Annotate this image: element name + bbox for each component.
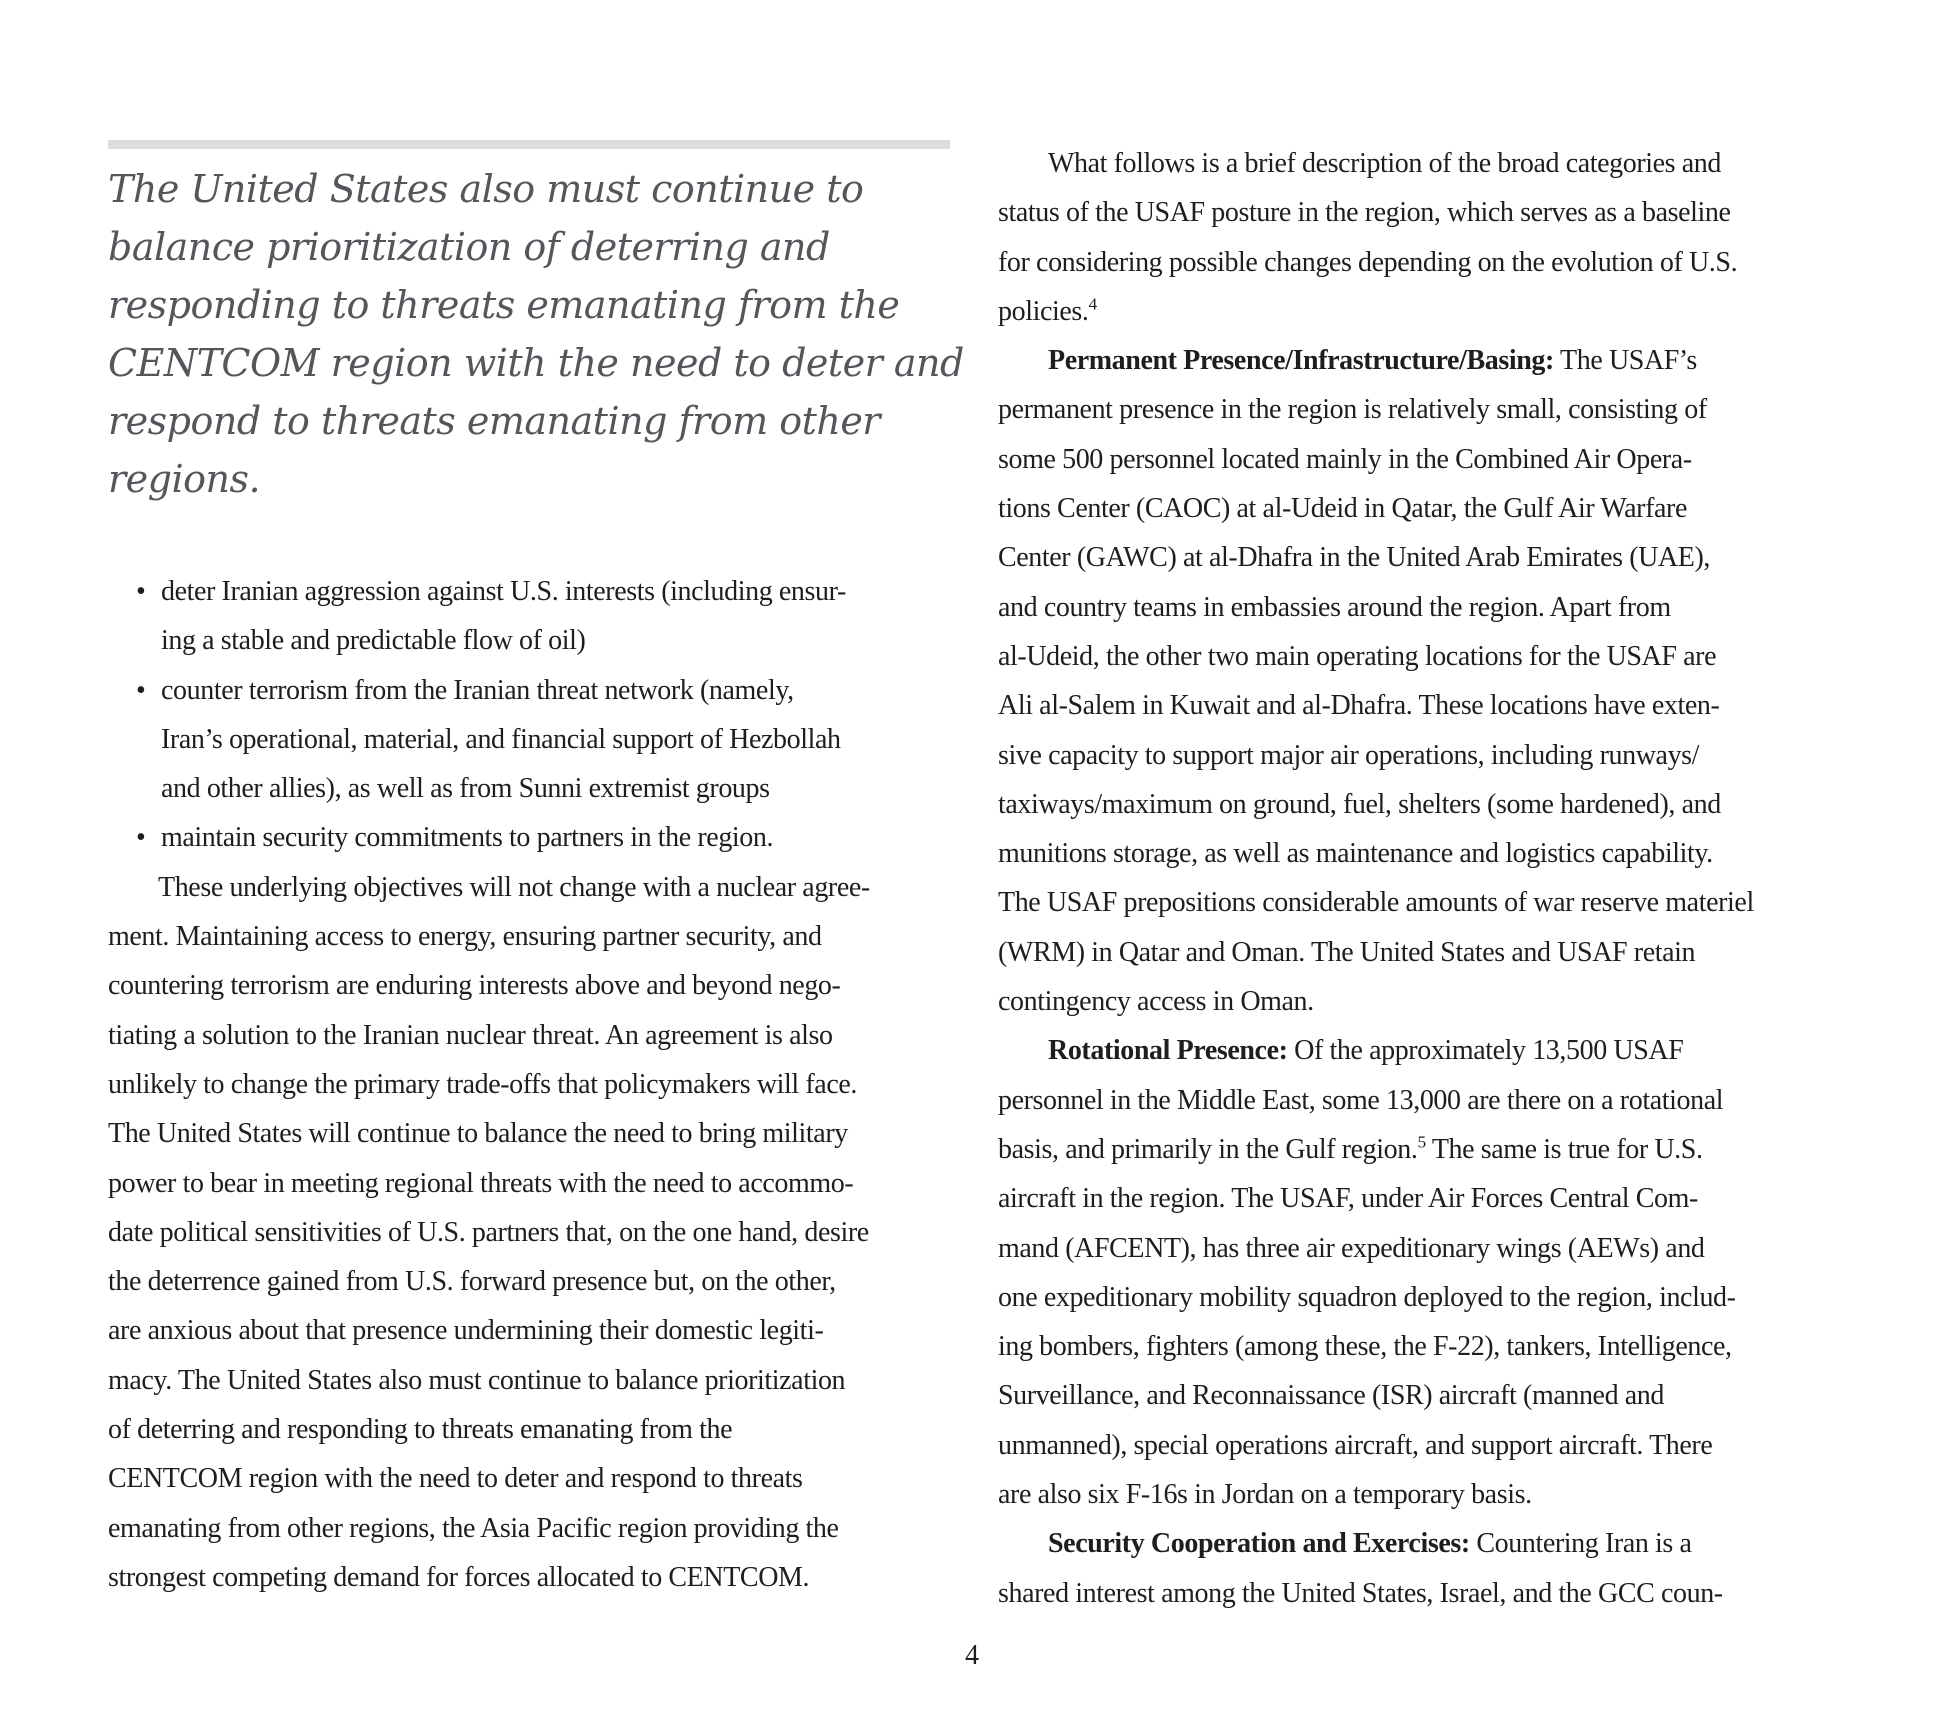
text-line: Permanent Presence/Infrastructure/Basing: The USAF’s xyxy=(1048,345,1697,377)
bullet-text xyxy=(161,567,950,666)
bullet-text xyxy=(161,666,950,814)
bullet-item xyxy=(108,666,950,814)
text-line: ing bombers, fighters (among these, the F-22), tankers, Intelligence, xyxy=(998,1331,1732,1363)
text-line: ment. Maintaining access to energy, ensuring partner security, and xyxy=(108,921,822,953)
body-paragraph xyxy=(108,863,950,1602)
text-line: deter Iranian aggression against U.S. interests (including ensur- xyxy=(161,576,846,607)
text-line: power to bear in meeting regional threats with the need to accommo- xyxy=(108,1167,854,1199)
body-paragraph-rotational-presence xyxy=(998,1026,1850,1519)
bullet-list xyxy=(108,567,950,863)
text-line: countering terrorism are enduring interests above and beyond nego- xyxy=(108,970,841,1002)
text-line: maintain security commitments to partners in the region. xyxy=(161,822,774,854)
text-line: macy. The United States also must continue to balance prioritization xyxy=(108,1364,846,1396)
text-line: are anxious about that presence undermining their domestic legiti- xyxy=(108,1315,824,1347)
text-line: respond to threats emanating from other xyxy=(108,399,880,443)
text-line: Security Cooperation and Exercises: Countering Iran is a xyxy=(1048,1528,1692,1560)
pull-quote-rule xyxy=(108,140,950,149)
text-line: shared interest among the United States, Israel, and the GCC coun- xyxy=(998,1577,1723,1609)
left-column xyxy=(108,140,964,1602)
bullet-dot-icon: • xyxy=(136,674,146,706)
body-paragraph xyxy=(998,139,1850,336)
text-line: the deterrence gained from U.S. forward presence but, on the other, xyxy=(108,1266,836,1298)
text-line: CENTCOM region with the need to deter and xyxy=(108,341,964,385)
text-line: unlikely to change the primary trade-offs that policymakers will face. xyxy=(108,1068,857,1100)
bullet-text xyxy=(161,813,950,862)
text-line: strongest competing demand for forces allocated to CENTCOM. xyxy=(108,1561,810,1593)
text-line: (WRM) in Qatar and Oman. The United States and USAF retain xyxy=(998,936,1696,968)
pull-quote xyxy=(108,160,964,508)
page-number: 4 xyxy=(965,1640,979,1671)
text-line: Ali al-Salem in Kuwait and al-Dhafra. These locations have exten- xyxy=(998,690,1720,722)
text-line: ing a stable and predictable flow of oil) xyxy=(161,625,586,657)
text-line: are also six F-16s in Jordan on a temporary basis. xyxy=(998,1479,1532,1511)
text-line: aircraft in the region. The USAF, under Air Forces Central Com- xyxy=(998,1183,1698,1215)
text-line: tions Center (CAOC) at al-Udeid in Qatar, the Gulf Air Warfare xyxy=(998,493,1687,525)
bullet-item xyxy=(108,813,950,862)
text-line: date political sensitivities of U.S. partners that, on the one hand, desire xyxy=(108,1216,869,1248)
bullet-item xyxy=(108,567,950,666)
text-line: Surveillance, and Reconnaissance (ISR) aircraft (manned and xyxy=(998,1380,1665,1412)
text-line: Center (GAWC) at al-Dhafra in the United Arab Emirates (UAE), xyxy=(998,542,1710,574)
text-line: The United States will continue to balance the need to bring military xyxy=(108,1118,848,1150)
text-line: munitions storage, as well as maintenance and logistics capability. xyxy=(998,838,1713,870)
text-line: some 500 personnel located mainly in the Combined Air Opera- xyxy=(998,443,1692,475)
text-line: permanent presence in the region is relatively small, consisting of xyxy=(998,394,1707,426)
text-line: and other allies), as well as from Sunni extremist groups xyxy=(161,773,770,805)
text-line: counter terrorism from the Iranian threat network (namely, xyxy=(161,674,794,706)
body-paragraph-security-cooperation xyxy=(998,1519,1850,1618)
text-line: and country teams in embassies around the region. Apart from xyxy=(998,591,1671,623)
text-line: mand (AFCENT), has three air expeditionary wings (AEWs) and xyxy=(998,1232,1705,1264)
text-line: unmanned), special operations aircraft, and support aircraft. There xyxy=(998,1429,1713,1461)
text-line: policies.$^4$ xyxy=(998,294,1097,327)
text-line: sive capacity to support major air operations, including runways/ xyxy=(998,739,1700,771)
text-line: status of the USAF posture in the region, which serves as a baseline xyxy=(998,197,1731,229)
text-line: These underlying objectives will not change with a nuclear agree- xyxy=(158,871,870,903)
right-column xyxy=(998,139,1850,1618)
body-paragraph-permanent-presence xyxy=(998,336,1850,1026)
text-line: al-Udeid, the other two main operating locations for the USAF are xyxy=(998,640,1717,672)
text-line: responding to threats emanating from the xyxy=(108,283,900,327)
text-line: basis, and primarily in the Gulf region.$^5$ The same is true for U.S. xyxy=(998,1132,1703,1165)
text-line: The USAF prepositions considerable amounts of war reserve materiel xyxy=(998,887,1754,919)
bullet-dot-icon: • xyxy=(136,576,146,607)
text-line: Rotational Presence: Of the approximately 13,500 USAF xyxy=(1048,1035,1684,1067)
text-line: CENTCOM region with the need to deter and respond to threats xyxy=(108,1463,803,1495)
text-line: tiating a solution to the Iranian nuclear threat. An agreement is also xyxy=(108,1019,833,1051)
text-line: of deterring and responding to threats emanating from the xyxy=(108,1414,733,1446)
text-line: emanating from other regions, the Asia Pacific region providing the xyxy=(108,1512,839,1544)
text-line: balance prioritization of deterring and xyxy=(108,225,830,269)
bullet-dot-icon: • xyxy=(136,822,146,854)
text-line: Iran’s operational, material, and financial support of Hezbollah xyxy=(161,723,841,755)
text-line: contingency access in Oman. xyxy=(998,986,1314,1018)
text-line: one expeditionary mobility squadron deployed to the region, includ- xyxy=(998,1281,1736,1313)
text-line: The United States also must continue to xyxy=(108,167,864,211)
text-line: taxiways/maximum on ground, fuel, shelters (some hardened), and xyxy=(998,788,1721,820)
text-line: personnel in the Middle East, some 13,000 are there on a rotational xyxy=(998,1084,1724,1116)
text-line: for considering possible changes depending on the evolution of U.S. xyxy=(998,246,1738,278)
text-line: What follows is a brief description of the broad categories and xyxy=(1048,148,1722,179)
text-line: regions. xyxy=(108,457,261,501)
